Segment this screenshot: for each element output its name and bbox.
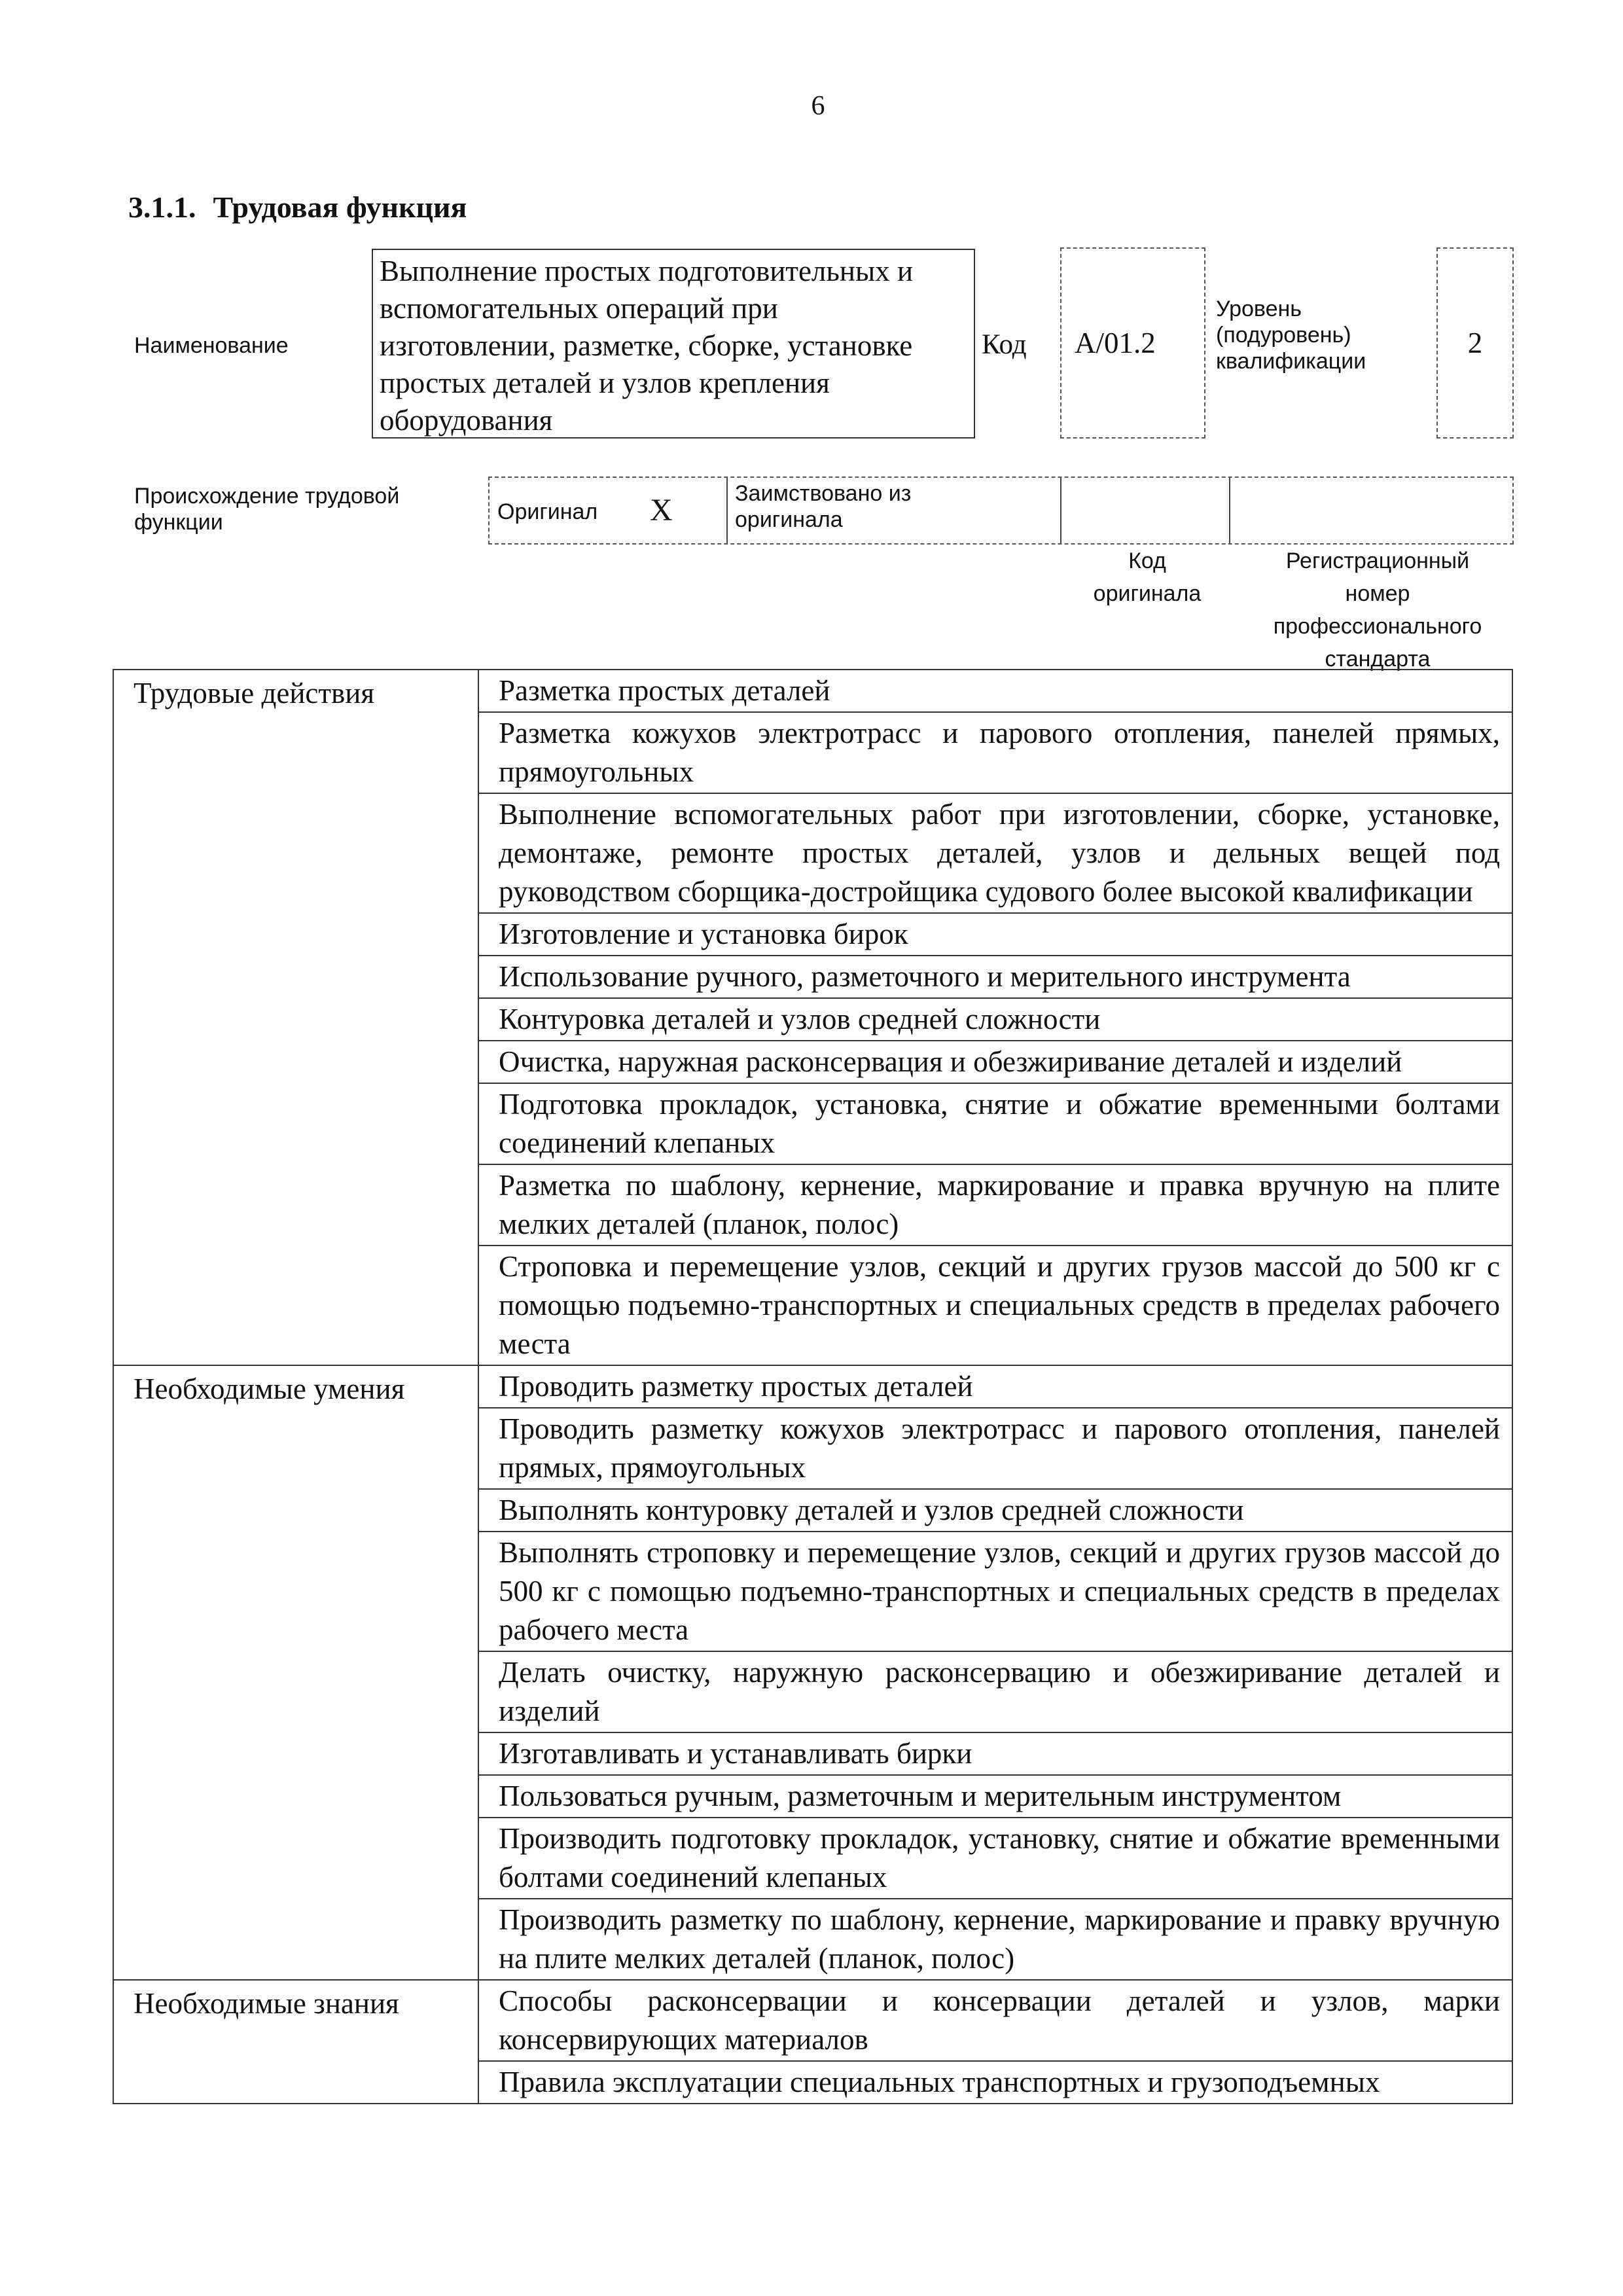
code-value: A/01.2 bbox=[1075, 327, 1156, 359]
original-mark: X bbox=[650, 493, 673, 528]
section-title bbox=[128, 190, 467, 224]
reg-number-line: профессионального bbox=[1273, 614, 1482, 639]
level-label-line: (подуровень) bbox=[1216, 323, 1351, 348]
table-cell: Подготовка прокладок, установка, снятие и обжатие временными болтами соединений клепаных bbox=[478, 1083, 1512, 1164]
function-name-line: изготовлении, разметке, сборке, установке bbox=[380, 329, 913, 362]
function-name-line: оборудования bbox=[380, 404, 553, 437]
level-label bbox=[1216, 296, 1366, 374]
origin-label-line: Происхождение трудовой bbox=[134, 484, 400, 509]
cell-divider bbox=[726, 478, 728, 543]
level-label-line: Уровень bbox=[1216, 296, 1302, 321]
table-row bbox=[113, 1980, 1512, 2061]
reg-number-line: Регистрационный bbox=[1285, 548, 1470, 573]
code-value-box bbox=[1060, 247, 1205, 439]
code-original-line: Код bbox=[1128, 548, 1166, 573]
table-cell: Разметка простых деталей bbox=[478, 670, 1512, 712]
reg-number-line: номер bbox=[1345, 581, 1410, 606]
reg-number-line: стандарта bbox=[1325, 647, 1431, 672]
table-cell: Использование ручного, разметочного и мерительного инструмента bbox=[478, 956, 1512, 998]
table-cell: Выполнять строповку и перемещение узлов, секций и других грузов массой до 500 кг с помощью подъемно-транспортных и специальных средств в пределах рабочего места bbox=[478, 1532, 1512, 1651]
category-cell: Необходимые знания bbox=[113, 1980, 478, 2104]
code-original-label bbox=[1085, 545, 1209, 610]
table-cell: Разметка кожухов электротрасс и парового отопления, панелей прямых, прямоугольных bbox=[478, 712, 1512, 793]
table-row bbox=[113, 1365, 1512, 1408]
section-title-text: Трудовая функция bbox=[213, 190, 467, 224]
code-label: Код bbox=[982, 329, 1027, 360]
section-number: 3.1.1. bbox=[128, 190, 196, 224]
name-label: Наименование bbox=[134, 333, 289, 358]
table-cell: Проводить разметку кожухов электротрасс и парового отопления, панелей прямых, прямоугольных bbox=[478, 1408, 1512, 1489]
table-cell: Способы расконсервации и консервации деталей и узлов, марки консервирующих материалов bbox=[478, 1980, 1512, 2061]
table-cell: Производить разметку по шаблону, кернение, маркирование и правку вручную на плите мелких деталей (планок, полос) bbox=[478, 1899, 1512, 1980]
borrowed-label bbox=[735, 480, 911, 533]
table-row bbox=[113, 670, 1512, 712]
table-cell: Разметка по шаблону, кернение, маркирование и правка вручную на плите мелких деталей (планок, полос) bbox=[478, 1164, 1512, 1246]
function-name-box bbox=[372, 249, 975, 439]
level-label-line: квалификации bbox=[1216, 349, 1366, 374]
function-name-line: вспомогательных операций при bbox=[380, 292, 778, 325]
table-cell: Делать очистку, наружную расконсервацию и обезжиривание деталей и изделий bbox=[478, 1651, 1512, 1732]
origin-label bbox=[134, 483, 399, 535]
function-details-table bbox=[113, 669, 1513, 2104]
original-label: Оригинал bbox=[497, 499, 598, 524]
function-name-line: Выполнение простых подготовительных и bbox=[380, 255, 914, 287]
level-value-box bbox=[1436, 247, 1514, 439]
level-value: 2 bbox=[1467, 327, 1483, 359]
table-cell: Изготавливать и устанавливать бирки bbox=[478, 1732, 1512, 1775]
table-cell: Проводить разметку простых деталей bbox=[478, 1365, 1512, 1408]
cell-divider bbox=[1060, 478, 1061, 543]
borrowed-line: Заимствовано из bbox=[735, 481, 912, 506]
category-cell: Трудовые действия bbox=[113, 670, 478, 1365]
borrowed-line: оригинала bbox=[735, 507, 843, 532]
cell-divider bbox=[1229, 478, 1230, 543]
code-original-line: оригинала bbox=[1093, 581, 1202, 606]
table-cell: Очистка, наружная расконсервация и обезжиривание деталей и изделий bbox=[478, 1041, 1512, 1083]
table-cell: Правила эксплуатации специальных транспортных и грузоподъемных bbox=[478, 2061, 1512, 2104]
page-number: 6 bbox=[811, 91, 825, 121]
table-cell: Производить подготовку прокладок, установку, снятие и обжатие временными болтами соединений клепаных bbox=[478, 1818, 1512, 1899]
table-cell: Пользоваться ручным, разметочным и мерительным инструментом bbox=[478, 1775, 1512, 1818]
table-cell: Выполнение вспомогательных работ при изготовлении, сборке, установке, демонтаже, ремонте простых деталей, узлов и дельных вещей под руководством сборщика-достройщика судового более высокой квалификации bbox=[478, 793, 1512, 913]
table-cell: Выполнять контуровку деталей и узлов средней сложности bbox=[478, 1489, 1512, 1532]
table-cell: Изготовление и установка бирок bbox=[478, 913, 1512, 956]
origin-row bbox=[488, 476, 1514, 545]
table-cell: Строповка и перемещение узлов, секций и других грузов массой до 500 кг с помощью подъемно-транспортных и специальных средств в пределах рабочего места bbox=[478, 1246, 1512, 1365]
category-cell: Необходимые умения bbox=[113, 1365, 478, 1980]
table-cell: Контуровка деталей и узлов средней сложности bbox=[478, 998, 1512, 1041]
registration-number-label bbox=[1257, 545, 1499, 675]
origin-label-line: функции bbox=[134, 510, 223, 535]
function-name-line: простых деталей и узлов крепления bbox=[380, 367, 830, 399]
